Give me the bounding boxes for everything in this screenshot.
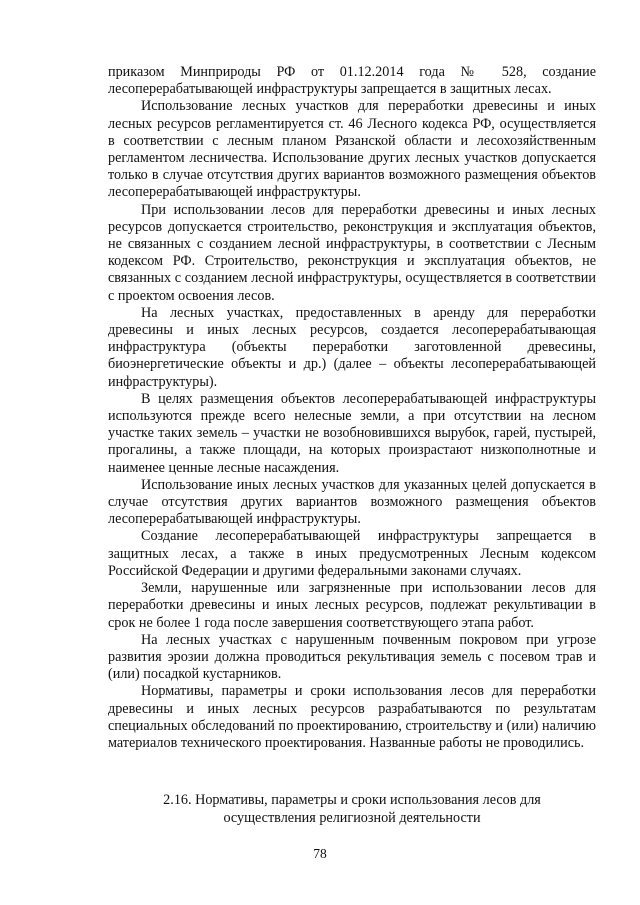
paragraph: На лесных участках с нарушенным почвенным покровом при угрозе развития эрозии должна проводиться рекультивация земель с посевом трав и (или) посадкой кустарников. (108, 631, 596, 683)
paragraph: Нормативы, параметры и сроки использования лесов для переработки древесины и иных лесных ресурсов разрабатываются по результатам специальных обследований по проектированию, строительству и (или) наличию материалов технического проектирования. Названные работы не проводились. (108, 683, 596, 751)
paragraph: В целях размещения объектов лесоперерабатывающей инфраструктуры используются прежде всего нелесные земли, а при отсутствии на лесном участке таких земель – участки не возобновившихся вырубок, гарей, пустырей, прогалины, а также площади, на которых произрастают низкополнотные и наименее ценные лесные насаждения. (108, 390, 596, 476)
section-heading: 2.16. Нормативы, параметры и сроки использования лесов для осуществления религиозной деятельности (163, 792, 541, 826)
paragraph: На лесных участках, предоставленных в аренду для переработки древесины и иных лесных ресурсов, создается лесоперерабатывающая инфраструктура (объекты переработки заготовленной древесины, биоэнергетические объекты и др.) (далее – объекты лесоперерабатывающей инфраструктуры). (108, 304, 596, 390)
body-text (108, 64, 596, 752)
page-number: 78 (313, 846, 327, 861)
paragraph: При использовании лесов для переработки древесины и иных лесных ресурсов допускается строительство, реконструкция и эксплуатация объектов, не связанных с созданием лесной инфраструктуры, в соответствии с Лесным кодексом РФ. Строительство, реконструкция и эксплуатация объектов, не связанных с созданием лесной инфраструктуры, осуществляется в соответствии с проектом освоения лесов. (108, 201, 596, 304)
paragraph-continuation: приказом Минприроды РФ от 01.12.2014 года № 528, создание лесоперерабатывающей инфраструктуры запрещается в защитных лесах. (108, 64, 596, 98)
paragraph: Создание лесоперерабатывающей инфраструктуры запрещается в защитных лесах, а также в иных предусмотренных Лесным кодексом Российской Федерации и другими федеральными законами случаях. (108, 528, 596, 579)
paragraph: Использование лесных участков для переработки древесины и иных лесных ресурсов регламентируется ст. 46 Лесного кодекса РФ, осуществляется в соответствии с лесным планом Рязанской области и лесохозяйственным регламентом лесничества. Использование других лесных участков допускается только в случае отсутствия других вариантов возможного размещения объектов лесоперерабатывающей инфраструктуры. (108, 98, 596, 201)
paragraph: Использование иных лесных участков для указанных целей допускается в случае отсутствия других вариантов возможного размещения объектов лесоперерабатывающей инфраструктуры. (108, 476, 596, 528)
paragraph: Земли, нарушенные или загрязненные при использовании лесов для переработки древесины и иных лесных ресурсов, подлежат рекультивации в срок не более 1 года после завершения соответствующего этапа работ. (108, 580, 596, 631)
